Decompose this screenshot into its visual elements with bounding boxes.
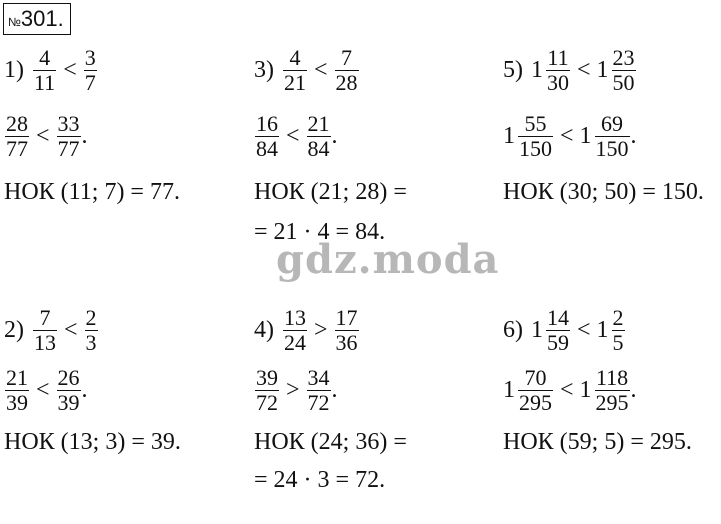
problem-6-converted <box>503 366 637 415</box>
problem-3-lcm: НОК (21; 28) = <box>254 179 407 205</box>
comparison-sign: < <box>286 123 300 149</box>
problem-label: 4) <box>254 317 274 343</box>
problem-1-given <box>4 46 98 95</box>
comparison-sign: < <box>314 57 328 83</box>
period: . <box>331 123 338 149</box>
period: . <box>81 123 88 149</box>
problem-label: 2) <box>4 317 24 343</box>
whole-part: 1 <box>579 377 592 403</box>
problem-5-lcm: НОК (30; 50) = 150. <box>503 179 704 205</box>
comparison-sign: < <box>63 57 77 83</box>
fraction: $\frac{21}{39}$ <box>6 365 28 415</box>
comparison-sign: < <box>36 123 50 149</box>
problem-3-lcm-calc: = 21 · 4 = 84. <box>254 219 386 245</box>
comparison-sign: < <box>64 317 78 343</box>
comparison-sign: < <box>577 317 591 343</box>
fraction: $\frac{7}{28}$ <box>335 45 358 95</box>
problem-6-lcm: НОК (59; 5) = 295. <box>503 429 692 455</box>
fraction: $\frac{23}{50}$ <box>612 45 635 95</box>
problem-1-lcm: НОК (11; 7) = 77. <box>4 179 180 205</box>
number-sign: № <box>8 15 21 29</box>
whole-part: 1 <box>531 57 543 83</box>
fraction: $\frac{13}{24}$ <box>284 305 306 355</box>
fraction: $\frac{69}{150}$ <box>595 111 629 161</box>
problem-label: 5) <box>503 57 523 83</box>
problem-2-given <box>4 306 99 355</box>
whole-part: 1 <box>503 123 515 149</box>
fraction: $\frac{7}{13}$ <box>34 305 56 355</box>
problem-5-converted <box>503 112 637 161</box>
fraction: $\frac{26}{39}$ <box>57 365 80 415</box>
fraction: $\frac{3}{7}$ <box>84 45 96 95</box>
problem-4-converted <box>254 366 338 415</box>
problem-6-given <box>503 306 626 355</box>
fraction: $\frac{39}{72}$ <box>256 365 278 415</box>
period: . <box>331 377 338 403</box>
comparison-sign: < <box>560 377 574 403</box>
problem-4-lcm-calc: = 24 · 3 = 72. <box>254 467 386 493</box>
fraction: $\frac{2}{3}$ <box>85 305 97 355</box>
comparison-sign: < <box>577 57 591 83</box>
period: . <box>81 377 88 403</box>
whole-part: 1 <box>503 377 515 403</box>
exercise-number-value: 301. <box>20 6 64 31</box>
problem-1-converted <box>4 112 88 161</box>
watermark: gdz.moda <box>276 236 500 283</box>
problem-label: 1) <box>4 57 24 83</box>
period: . <box>630 123 637 149</box>
fraction: $\frac{70}{295}$ <box>519 365 552 415</box>
fraction: $\frac{33}{77}$ <box>57 111 80 161</box>
whole-part: 1 <box>596 317 609 343</box>
problem-3-given <box>254 46 360 95</box>
whole-part: 1 <box>531 317 543 343</box>
comparison-sign: > <box>286 377 300 403</box>
whole-part: 1 <box>596 57 609 83</box>
fraction: $\frac{14}{59}$ <box>547 305 569 355</box>
comparison-sign: < <box>560 123 574 149</box>
fraction: $\frac{2}{5}$ <box>612 305 624 355</box>
whole-part: 1 <box>579 123 592 149</box>
problem-label: 6) <box>503 317 523 343</box>
problem-2-converted <box>4 366 88 415</box>
fraction: $\frac{17}{36}$ <box>335 305 358 355</box>
fraction: $\frac{4}{21}$ <box>284 45 306 95</box>
fraction: $\frac{4}{11}$ <box>34 45 56 95</box>
comparison-sign: > <box>314 317 328 343</box>
fraction: $\frac{28}{77}$ <box>6 111 28 161</box>
problem-label: 3) <box>254 57 274 83</box>
fraction: $\frac{21}{84}$ <box>307 111 330 161</box>
exercise-number <box>3 3 71 35</box>
problem-2-lcm: НОК (13; 3) = 39. <box>4 429 181 455</box>
comparison-sign: < <box>36 377 50 403</box>
fraction: $\frac{34}{72}$ <box>307 365 330 415</box>
problem-5-given <box>503 46 637 95</box>
fraction: $\frac{11}{30}$ <box>547 45 569 95</box>
problem-3-converted <box>254 112 338 161</box>
problem-4-given <box>254 306 360 355</box>
fraction: $\frac{16}{84}$ <box>256 111 278 161</box>
period: . <box>630 377 637 403</box>
problem-4-lcm: НОК (24; 36) = <box>254 429 407 455</box>
fraction: $\frac{118}{295}$ <box>595 365 629 415</box>
fraction: $\frac{55}{150}$ <box>519 111 552 161</box>
